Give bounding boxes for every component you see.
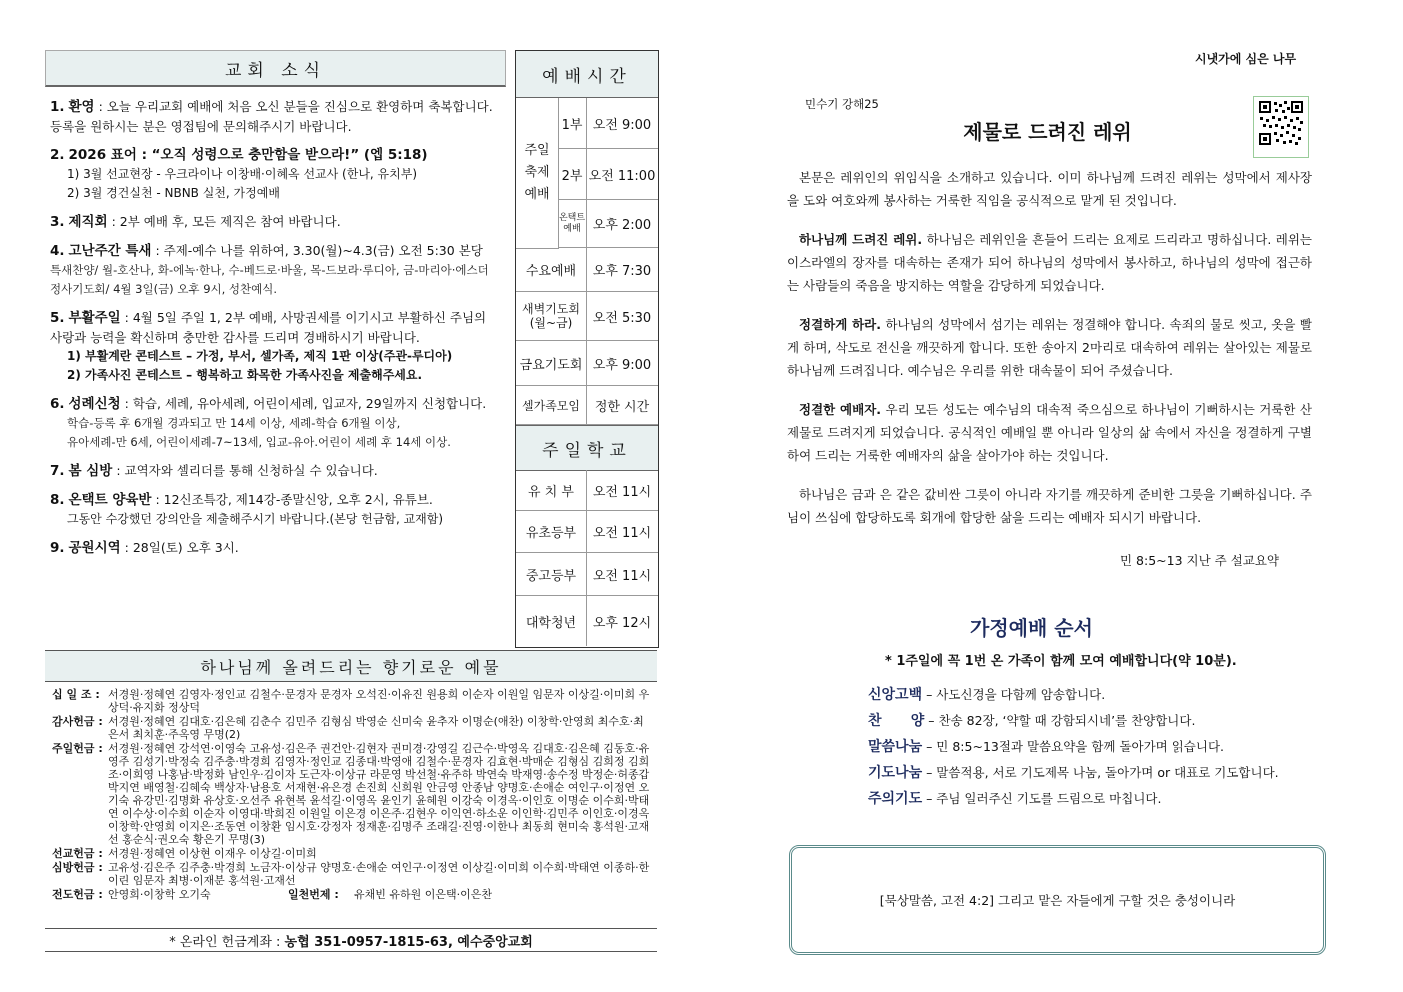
news-item-title: 환영 — [68, 99, 95, 115]
family-step-text: – 찬송 82장, ‘약할 때 강함되시네’를 찬양합니다. — [924, 713, 1196, 728]
schedule-service-3: 온택트 예배 — [558, 212, 586, 234]
school-time-3: 오전 11시 — [592, 568, 652, 584]
news-item-body: : 학습, 세례, 유아세례, 어린이세례, 입교자, 29일까지 신청합니다. — [120, 396, 487, 411]
school-time-2: 오전 11시 — [592, 526, 652, 541]
news-item-title: 온택트 양육반 — [68, 492, 152, 508]
schedule-service-5: 새벽기도회 (월~금) — [522, 302, 580, 330]
offering-label-2: 감사헌금 : — [52, 715, 103, 728]
offering-title: 하나님께 올려드리는 향기로운 예물 — [45, 650, 657, 682]
news-item-text — [50, 490, 500, 510]
news-item-detail: 특새찬양/ 월-호산나, 화-에녹·한나, 수-베드로·바울, 목-드보라·루디아, 금-마리아·에스더 — [50, 263, 489, 277]
offering-extra-label: 일천번제 : — [288, 888, 339, 901]
family-worship-step — [868, 708, 1328, 734]
sermon-title: 제물로 드려진 레위 — [963, 120, 1132, 144]
news-item-text — [50, 97, 500, 136]
family-step-name: 주의기도 — [868, 791, 923, 807]
family-step-name: 찬 양 — [868, 713, 925, 729]
news-item — [50, 241, 500, 299]
schedule-service-7: 셀가족모임 — [522, 398, 580, 413]
news-item-number: 7. — [50, 463, 65, 479]
schedule-time-7: 정한 시간 — [594, 399, 650, 415]
school-time-1: 오전 11시 — [592, 484, 652, 500]
news-item-text — [50, 241, 500, 261]
sermon-paragraph-lead: 하나님께 드려진 레위. — [799, 232, 923, 247]
schedule-time-6: 오후 9:00 — [592, 357, 652, 373]
schedule-service-2: 2부 — [561, 168, 583, 184]
qr-code-icon[interactable] — [1253, 96, 1309, 158]
brand-title: 시냇가에 심은 나무 — [1195, 52, 1297, 66]
offering-extra-names: 유채빈 유하원 이은택·이은찬 — [354, 888, 493, 901]
news-title: 교회 소식 — [45, 50, 506, 87]
news-item — [50, 538, 500, 558]
news-item-text — [50, 394, 500, 414]
family-step-name: 말씀나눔 — [868, 739, 923, 755]
family-step-text: – 말씀적용, 서로 기도제목 나눔, 돌아가며 or 대표로 기도합니다. — [922, 765, 1279, 780]
news-item-detail: 유아세례-만 6세, 어린이세례-7~13세, 입교-유아.어린이 세례 후 14세 이상. — [67, 435, 451, 449]
offering-names-1: 서경원·정혜연 김영자·정인교 김철수·문경자 문경자 오석진·이유진 원용희 이순자 이원일 임문자 이상길·이미희 우상덕·유지화 정상덕 — [108, 688, 650, 714]
offering-label-3: 주일헌금 : — [52, 742, 103, 755]
sermon-paragraph-text: 하나님의 성막에서 섬기는 레위는 정결해야 합니다. 속죄의 물로 씻고, 옷을 빨게 하며, 삭도로 전신을 깨끗하게 합니다. 또한 송아지 2마리로 대속하여 레위는 살아있는 제물로 하나님께 드려집니다. 예수님은 우리를 위한 대속물이 되어 주셨습니다. — [787, 317, 1312, 378]
sunday-label — [516, 98, 559, 249]
sermon-paragraph-lead: 정결한 예배자. — [799, 402, 882, 417]
school-name-2: 유초등부 — [525, 526, 577, 541]
news-item-body: : 주제-예수 나를 위하여, 3.30(월)~4.3(금) 오전 5:30 본당 — [151, 243, 483, 258]
family-worship-list — [868, 682, 1328, 812]
news-item — [50, 212, 500, 232]
offering-names-3: 서경원·정혜연 강석연·이영숙 고유성·김은주 권건안·김현자 권미경·강영길 김근수·박영옥 김대호·김은혜 김동호·유영주 김성기·박정숙 김주충·박경희 김영자·정인교 김종대·박영애 김철수·문경자 김효현·박매순 김형심 김희정 김희조·이희영 나홍남·박정화 남인우·김이자 도근자·이상규 라문영 박선철·유주하 박연숙 박재영·송수정 박정순·허종갑 박지연 배영철·김혜숙 백상자·남용호 서재현·유은경 손진희 신희원 안금영 안종남 양명호·손애순 여인구·이정연 오기숙 유강민·김명화 유상호·오선주 유현복 윤석길·이영옥 윤인기 윤혜원 이강숙 이경옥·이인호 이명순 이수희·박태연 이수상·이수희 이순자 이영대·박희진 이원일 이은경 이은주·김현우 이익연·하소운 이인학·김민주 이인호·이경옥 이창학·안영희 이지은·조동연 이창환 임시호·강정자 정재훈·김명주 조래길·진영·이한나 최동희 현미숙 홍석원·고재선 홍순식·권오숙 황은기 무명(3) — [108, 742, 650, 846]
sermon-paragraph — [787, 483, 1312, 529]
news-item-number: 6. — [50, 396, 65, 412]
news-item-text — [50, 461, 500, 481]
news-item-sub: 2) 3월 경건실천 - NBNB 실천, 가정예배 — [67, 186, 280, 200]
worship-schedule — [515, 50, 659, 648]
sermon-paragraph — [787, 313, 1312, 382]
news-item — [50, 145, 500, 203]
family-worship-note: * 1주일에 꼭 1번 온 가족이 함께 모여 예배합니다(약 10분). — [885, 654, 1237, 669]
school-name-1: 유 치 부 — [528, 484, 574, 500]
news-item-number: 5. — [50, 310, 65, 326]
news-item-body: : 4월 5일 주일 1, 2부 예배, 사망권세를 이기시고 부활하신 주님의 사랑과 능력을 확신하며 충만한 감사를 드리며 경배하시기 바랍니다. — [50, 310, 487, 345]
news-item-number: 8. — [50, 492, 65, 508]
offering-list — [52, 688, 652, 902]
news-item-title: 고난주간 특새 — [68, 243, 152, 259]
news-item-number: 1. — [50, 99, 65, 115]
news-item-text — [50, 145, 500, 165]
news-item-detail: 학습-등록 후 6개월 경과되고 만 14세 이상, 세례-학습 6개월 이상, — [67, 416, 401, 430]
news-item-title: 부활주일 — [68, 310, 121, 326]
news-item-sub: 그동안 수강했던 강의안을 제출해주시기 바랍니다.(본당 헌금함, 교재함) — [67, 512, 444, 526]
family-worship-step — [868, 760, 1328, 786]
offering-label-1: 십 일 조 : — [52, 688, 100, 701]
sermon-paragraph-lead: 정결하게 하라. — [799, 317, 882, 332]
school-time-4: 오후 12시 — [592, 615, 652, 631]
schedule-service-6: 금요기도회 — [519, 357, 583, 373]
news-item-title: 2026 표어 : “오직 성령으로 충만함을 받으라!” (엡 5:18) — [68, 147, 428, 163]
sunday-label-3: 예배 — [524, 187, 550, 202]
schedule-time-3: 오후 2:00 — [592, 218, 652, 233]
news-item-sub: 1) 3월 선교현장 - 우크라이나 이창배·이혜옥 선교사 (한나, 유치부) — [67, 167, 417, 181]
news-item-number: 2. — [50, 147, 65, 163]
news-item-text — [50, 308, 500, 347]
schedule-title: 예배시간 — [516, 51, 658, 98]
sermon-paragraph-text: 하나님은 레위인을 흔들어 드리는 요제로 드리라고 명하십니다. 레위는 이스라엘의 장자를 대속하는 존재가 되어 하나님의 성막에서 봉사하고, 하나님의 성막에 접근하는 사람들의 죽음을 방지하는 역할을 감당하게 되었습니다. — [787, 232, 1312, 293]
sunday-label-1: 주일 — [524, 143, 550, 158]
sermon-paragraph — [787, 398, 1312, 467]
offering-label-6: 전도헌금 : — [52, 888, 103, 901]
schedule-time-5: 오전 5:30 — [592, 310, 652, 326]
online-account — [45, 928, 657, 952]
news-list — [50, 97, 500, 567]
news-item-number: 4. — [50, 243, 65, 259]
family-step-name: 신앙고백 — [868, 687, 923, 703]
news-item-sub: 1) 부활계란 콘테스트 – 가정, 부서, 셀가족, 제직 1판 이상(주관-루디아) — [67, 349, 453, 363]
offering-names-6: 안영희·이창학 오기숙 — [108, 888, 211, 901]
sermon-paragraph — [787, 166, 1312, 212]
family-step-text: – 주님 일러주신 기도를 드림으로 마칩니다. — [922, 791, 1162, 806]
offering-names-4: 서경원·정혜연 이상현 이재우 이상길·이미희 — [108, 847, 317, 860]
scripture-series: 민수기 강해25 — [805, 97, 879, 111]
meditation-verse: [묵상말씀, 고전 4:2] 그리고 맡은 자들에게 구할 것은 충성이니라 — [789, 845, 1326, 955]
news-item — [50, 394, 500, 452]
sermon-paragraph-text: 하나님은 금과 은 같은 값비싼 그릇이 아니라 자기를 깨끗하게 준비한 그릇을 기뻐하십니다. 주님이 쓰심에 합당하도록 회개에 합당한 삶을 드리는 예배자 되시기 바랍니다. — [787, 487, 1312, 525]
offering-names-2: 서경원·정혜연 김대호·김은혜 김춘수 김민주 김형심 박영순 신미숙 윤추자 이명순(애찬) 이창학·안영희 최수호·최은서 최치훈·주옥영 무명(2) — [108, 715, 644, 741]
family-worship-step — [868, 682, 1328, 708]
sermon-paragraph-text: 우리 모든 성도는 예수님의 대속적 죽으심으로 하나님이 기뻐하시는 거룩한 산 제물로 드려지게 되었습니다. 공식적인 예배일 뿐 아니라 일상의 삶 속에서 자신을 정결하게 구별하여 드리는 거룩한 예배자의 삶을 살아가야 하는 것입니다. — [787, 402, 1312, 463]
school-name-3: 중고등부 — [525, 568, 577, 584]
account-prefix: * 온라인 헌금계좌 : — [169, 934, 281, 950]
news-item-text — [50, 212, 500, 232]
schedule-service-1: 1부 — [561, 117, 583, 133]
account-number: 농협 351-0957-1815-63, 예수중앙교회 — [284, 934, 533, 950]
news-item — [50, 97, 500, 136]
family-worship-step — [868, 786, 1328, 812]
sermon-paragraph-text: 본문은 레위인의 위임식을 소개하고 있습니다. 이미 하나님께 드려진 레위는 성막에서 제사장을 도와 여호와께 봉사하는 거룩한 직임을 공식적으로 맡게 된 것입니다. — [787, 170, 1312, 208]
offering-label-4: 선교헌금 : — [52, 847, 103, 860]
news-item — [50, 490, 500, 529]
sermon-paragraph — [787, 228, 1312, 297]
news-item-body: : 28일(토) 오후 3시. — [120, 540, 239, 555]
sermon-reference: 민 8:5~13 지난 주 설교요약 — [1120, 553, 1279, 568]
schedule-time-1: 오전 9:00 — [592, 117, 652, 133]
news-item-number: 9. — [50, 540, 65, 556]
family-worship-title: 가정예배 순서 — [970, 616, 1093, 640]
news-item — [50, 461, 500, 481]
family-step-name: 기도나눔 — [868, 765, 923, 781]
news-item-detail: 정사기도회/ 4월 3일(금) 오후 9시, 성찬예식. — [50, 282, 278, 296]
sermon-body — [787, 166, 1312, 545]
offering-names-5: 고유성·김은주 김주충·박경희 노금자·이상규 양명호·손애순 여인구·이정연 이상길·이미희 이수희·박태연 이종하·한이린 임문자 최병·이재분 홍석원·고재선 — [108, 861, 650, 887]
family-step-text: – 사도신경을 다함께 암송합니다. — [922, 687, 1106, 702]
school-name-4: 대학청년 — [525, 615, 577, 631]
news-item-sub: 2) 가족사진 콘테스트 – 행복하고 화목한 가족사진을 제출해주세요. — [67, 368, 423, 382]
news-item — [50, 308, 500, 385]
schedule-service-4: 수요예배 — [525, 264, 577, 279]
schedule-time-2: 오전 11:00 — [588, 168, 656, 184]
news-item-body: : 교역자와 셀리더를 통해 신청하실 수 있습니다. — [112, 463, 378, 478]
news-item-title: 제직회 — [68, 214, 108, 230]
family-worship-step — [868, 734, 1328, 760]
news-item-title: 봄 심방 — [68, 463, 113, 479]
family-step-text: – 민 8:5~13절과 말씀요약을 함께 돌아가며 읽습니다. — [922, 739, 1224, 754]
school-title: 주일학교 — [516, 425, 658, 471]
news-item-number: 3. — [50, 214, 65, 230]
schedule-time-4: 오후 7:30 — [592, 264, 652, 279]
news-item-title: 공원시역 — [68, 540, 121, 556]
news-item-body: : 2부 예배 후, 모든 제직은 참여 바랍니다. — [107, 214, 341, 229]
offering-label-5: 심방헌금 : — [52, 861, 103, 874]
news-item-text — [50, 538, 500, 558]
news-item-body: : 12신조특강, 제14강-종말신앙, 오후 2시, 유튜브. — [151, 492, 433, 507]
news-item-title: 성례신청 — [68, 396, 121, 412]
news-item-body: : 오늘 우리교회 예배에 처음 오신 분들을 진심으로 환영하며 축복합니다. 등록을 원하시는 분은 영접팀에 문의해주시기 바랍니다. — [50, 99, 493, 134]
sunday-label-2: 축제 — [524, 165, 550, 180]
